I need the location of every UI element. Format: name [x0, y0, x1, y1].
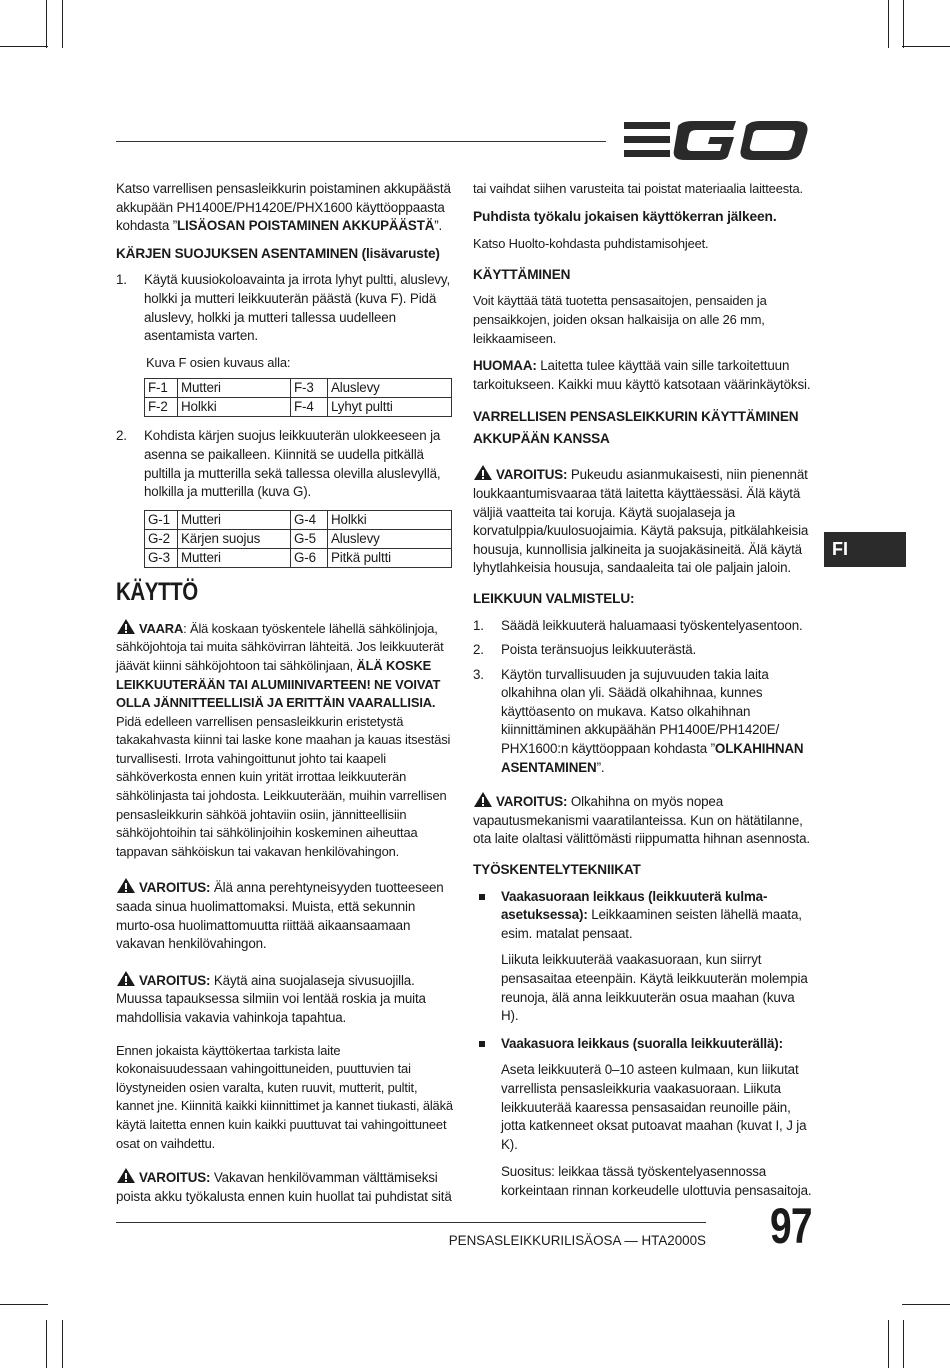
guard-heading: KÄRJEN SUOJUKSEN ASENTAMINEN (lisävaruste) — [116, 245, 440, 261]
intro-paragraph: Katso varrellisen pensasleikkurin poistaminen akkupäästä akkupään PH1400E/PH1420E/PHX1600 käyttöoppaasta kohdasta ”LISÄOSAN POISTAMINEN AKKUPÄÄSTÄ”. — [116, 181, 451, 234]
crop-mark — [888, 1320, 889, 1368]
bullet-icon — [479, 1041, 485, 1047]
clean-bold: Puhdista työkalu jokaisen käyttökerran jälkeen. — [473, 208, 777, 224]
use-heading: KÄYTTÄMINEN — [473, 266, 571, 282]
parts-table-f — [144, 378, 452, 417]
warning-paragraph: VAROITUS: Käytä aina suojalaseja sivusuojilla. Muussa tapauksessa silmiin voi lentää roskia ja muita mahdollisia vakavia vahinkoja tapahtua. — [116, 970, 454, 1028]
parts-table-g — [144, 510, 452, 568]
language-tab — [824, 532, 906, 567]
language-tab-label: FI — [832, 539, 848, 559]
table-row: G-2 Kärjen suojus G-5 Aluslevy — [145, 529, 452, 548]
crop-mark — [62, 0, 63, 48]
crop-mark — [902, 46, 950, 47]
table-row: G-1 Mutteri G-4 Holkki — [145, 510, 452, 529]
warning-paragraph: VAROITUS: Olkahihna on myös nopea vapautusmekanismi vaaratilanteissa. Kun on hätätilanne, ota laite olaltasi välittömästi riippumatta hihnan asennosta. — [473, 791, 815, 849]
guard-steps-2 — [116, 427, 454, 501]
use-text: Voit käyttää tätä tuotetta pensasaitojen, pensaiden ja pensaikkojen, joiden oksan halkaisija on alle 26 mm, leikkaamiseen. — [473, 293, 767, 346]
note-paragraph: HUOMAA: Laitetta tulee käyttää vain sille tarkoitettuun tarkoitukseen. Kaikki muu käyttö katsotaan väärinkäytöksi. — [473, 358, 811, 392]
crop-mark — [46, 1320, 47, 1368]
warning-icon — [116, 1167, 136, 1184]
table-f-caption: Kuva F osien kuvaus alla: — [146, 354, 291, 370]
header-rule — [116, 141, 606, 142]
footer-rule — [116, 1222, 706, 1223]
crop-mark — [0, 46, 48, 47]
list-item: 3. Käytön turvallisuuden ja sujuvuuden takia laita olkahihna olan yli. Säädä olkahihnaa, kunnes käyttöasento on mukava. Katso olkahihnan kiinnittäminen akkupäähän PH1400E/PH1420E/ PHX1600:n käyttöoppaan kohdasta ”OLKAHIHNAN ASENTAMINEN”. — [473, 666, 804, 775]
list-item: 1. Säädä leikkuuterä haluamaasi työskentelyasentoon. — [473, 617, 803, 633]
tech2-recommendation: Suositus: leikkaa tässä työskentelyasennossa korkeintaan rinnan korkeudelle ulottuvia pensasaitoja. — [501, 1164, 812, 1198]
crop-mark — [902, 1304, 950, 1305]
crop-mark — [0, 1304, 48, 1305]
list-item: 2. Kohdista kärjen suojus leikkuuterän ulokkeeseen ja asenna se paikalleen. Kiinnitä se uudella pitkällä pultilla ja mutterilla sekä tallessa olevilla aluslevyllä, holkilla ja mutterilla (kuva G). — [116, 428, 441, 500]
warning-icon — [473, 791, 493, 808]
footer-title: PENSASLEIKKURILISÄOSA — HTA2000S — [448, 1233, 706, 1248]
prep-steps — [473, 617, 815, 778]
crop-mark — [888, 0, 889, 48]
use-with-heading: VARRELLISEN PENSASLEIKKURIN KÄYTTÄMINEN AKKUPÄÄN KANSSA — [473, 409, 799, 447]
list-item: 1. Käytä kuusiokoloavainta ja irrota lyhyt pultti, aluslevy, holkki ja mutteri leikkuuterän päästä (kuva F). Pidä aluslevy, holkki ja mutteri tallessa uudelleen asentamista varten. — [116, 272, 451, 344]
tech-heading: TYÖSKENTELYTEKNIIKAT — [473, 862, 641, 878]
bullet-icon — [479, 894, 485, 900]
prep-heading: LEIKKUUN VALMISTELU: — [473, 590, 635, 606]
tech2-detail: Aseta leikkuuterä 0–10 asteen kulmaan, kun liikutat varrellista pensasleikkuria vaakasuoraan. Liikuta leikkuuterää kaaressa pensasaidan reunoille päin, jotta katkenneet oksat putoavat maahan (kuvat I, J ja K). — [501, 1062, 807, 1152]
warning-paragraph: VAROITUS: Vakavan henkilövamman välttämiseksi poista akku työkalusta ennen kuin huollat tai puhdistat sitä — [116, 1167, 454, 1206]
check-paragraph: Ennen jokaista käyttökertaa tarkista laite kokonaisuudessaan vahingoittuneiden, puuttuvien tai löystyneiden osien varalta, kuten ruuvit, mutterit, pultit, kannet jne. Kiinnitä kaikki kiinnittimet ja kannet tiukasti, äläkä käytä laitetta ennen kuin kaikki puuttuvat tai vahingoittuneet osat on vaihdettu. — [116, 1042, 453, 1151]
page-number: 97 — [770, 1198, 812, 1254]
warning-icon — [473, 464, 493, 481]
brand-text: EGO — [622, 118, 625, 119]
tech1-detail: Liikuta leikkuuterää vaakasuoraan, kun siirryt pensasaitaa eteenpäin. Käytä leikkuuterän molempia reunoja, älä anna leikkuuterän osua maahan (kuva H). — [501, 952, 808, 1024]
list-item: Vaakasuoraan leikkaus (leikkuuterä kulma-asetuksessa): Leikkaaminen seisten lähellä maata, esim. matalat pensaat. — [473, 888, 815, 944]
guard-steps — [116, 271, 454, 345]
tech-list — [473, 888, 815, 944]
right-column — [473, 180, 815, 1210]
warning-icon — [116, 618, 136, 635]
crop-mark — [903, 0, 904, 48]
left-column — [116, 180, 454, 1215]
table-row: G-3 Mutteri G-6 Pitkä pultti — [145, 548, 452, 567]
danger-paragraph: VAARA: Älä koskaan työskentele lähellä sähkölinjoja, sähköjohtoja tai muita sähkövirran lähteitä. Jos leikkuuterät jäävät kiinni sähköjohtoon tai sähkölinjaan, ÄLÄ KOSKE LEIKKUUTERÄÄN TAI ALUMIINIVARTEEN! NE VOIVAT OLLA JÄNNITTEELLISIÄ JA ERITTÄIN VAARALLISIA. Pidä edelleen varrellisen pensasleikkurin eristetystä takakahvasta kiinni tai laske kone maahan ja kauas itsestäsi turvallisesti. Irrota vahingoittunut johto tai kaapeli sähköverkosta ennen kuin yrität irrottaa leikkuuterän sähkölinjasta tai johdosta. Leikkuuterään, muihin varrellisen pensasleikkurin sähköä johtaviin osiin, jännitteellisiin sähköjohtoihin tai sähkölinjoihin koskeminen aiheuttaa tappavan sähköiskun tai vakavan henkilövahingon. — [116, 618, 454, 862]
continuation-text: tai vaihdat siihen varusteita tai poistat materiaalia laitteesta. — [473, 181, 803, 196]
ego-logo — [622, 118, 810, 162]
crop-mark — [903, 1320, 904, 1368]
list-item: Vaakasuora leikkaus (suoralla leikkuuterällä): — [473, 1035, 815, 1054]
crop-mark — [46, 0, 47, 48]
clean-ref: Katso Huolto-kohdasta puhdistamisohjeet. — [473, 236, 709, 252]
table-row: F-1 Mutteri F-3 Aluslevy — [145, 379, 452, 398]
list-item: 2. Poista teränsuojus leikkuuterästä. — [473, 642, 697, 658]
tech-list-2 — [473, 1035, 815, 1054]
warning-paragraph: VAROITUS: Älä anna perehtyneisyyden tuotteeseen saada sinua huolimattomaksi. Muista, että sekunnin murto-osa huolimattomuutta riittää aikaansaamaan vakavan henkilövahingon. — [116, 877, 454, 953]
table-row: F-2 Holkki F-4 Lyhyt pultti — [145, 398, 452, 417]
crop-mark — [62, 1320, 63, 1368]
usage-heading: KÄYTTÖ — [116, 577, 198, 606]
warning-icon — [116, 877, 136, 894]
warning-icon — [116, 970, 136, 987]
warning-paragraph: VAROITUS: Pukeudu asianmukaisesti, niin pienennät loukkaantumisvaaraa tätä laitetta käyttäessäsi. Älä käytä väljiä vaatteita tai koruja. Käytä suojalaseja ja korvatulppia/kuulosuojaimia. Käytä paksuja, pitkälahkeisia housuja, kunnollisia jalkineita ja suojakäsineitä. Älä käytä lyhytlahkeisia housuja, sandaaleita tai ole paljain jaloin. — [473, 464, 815, 578]
